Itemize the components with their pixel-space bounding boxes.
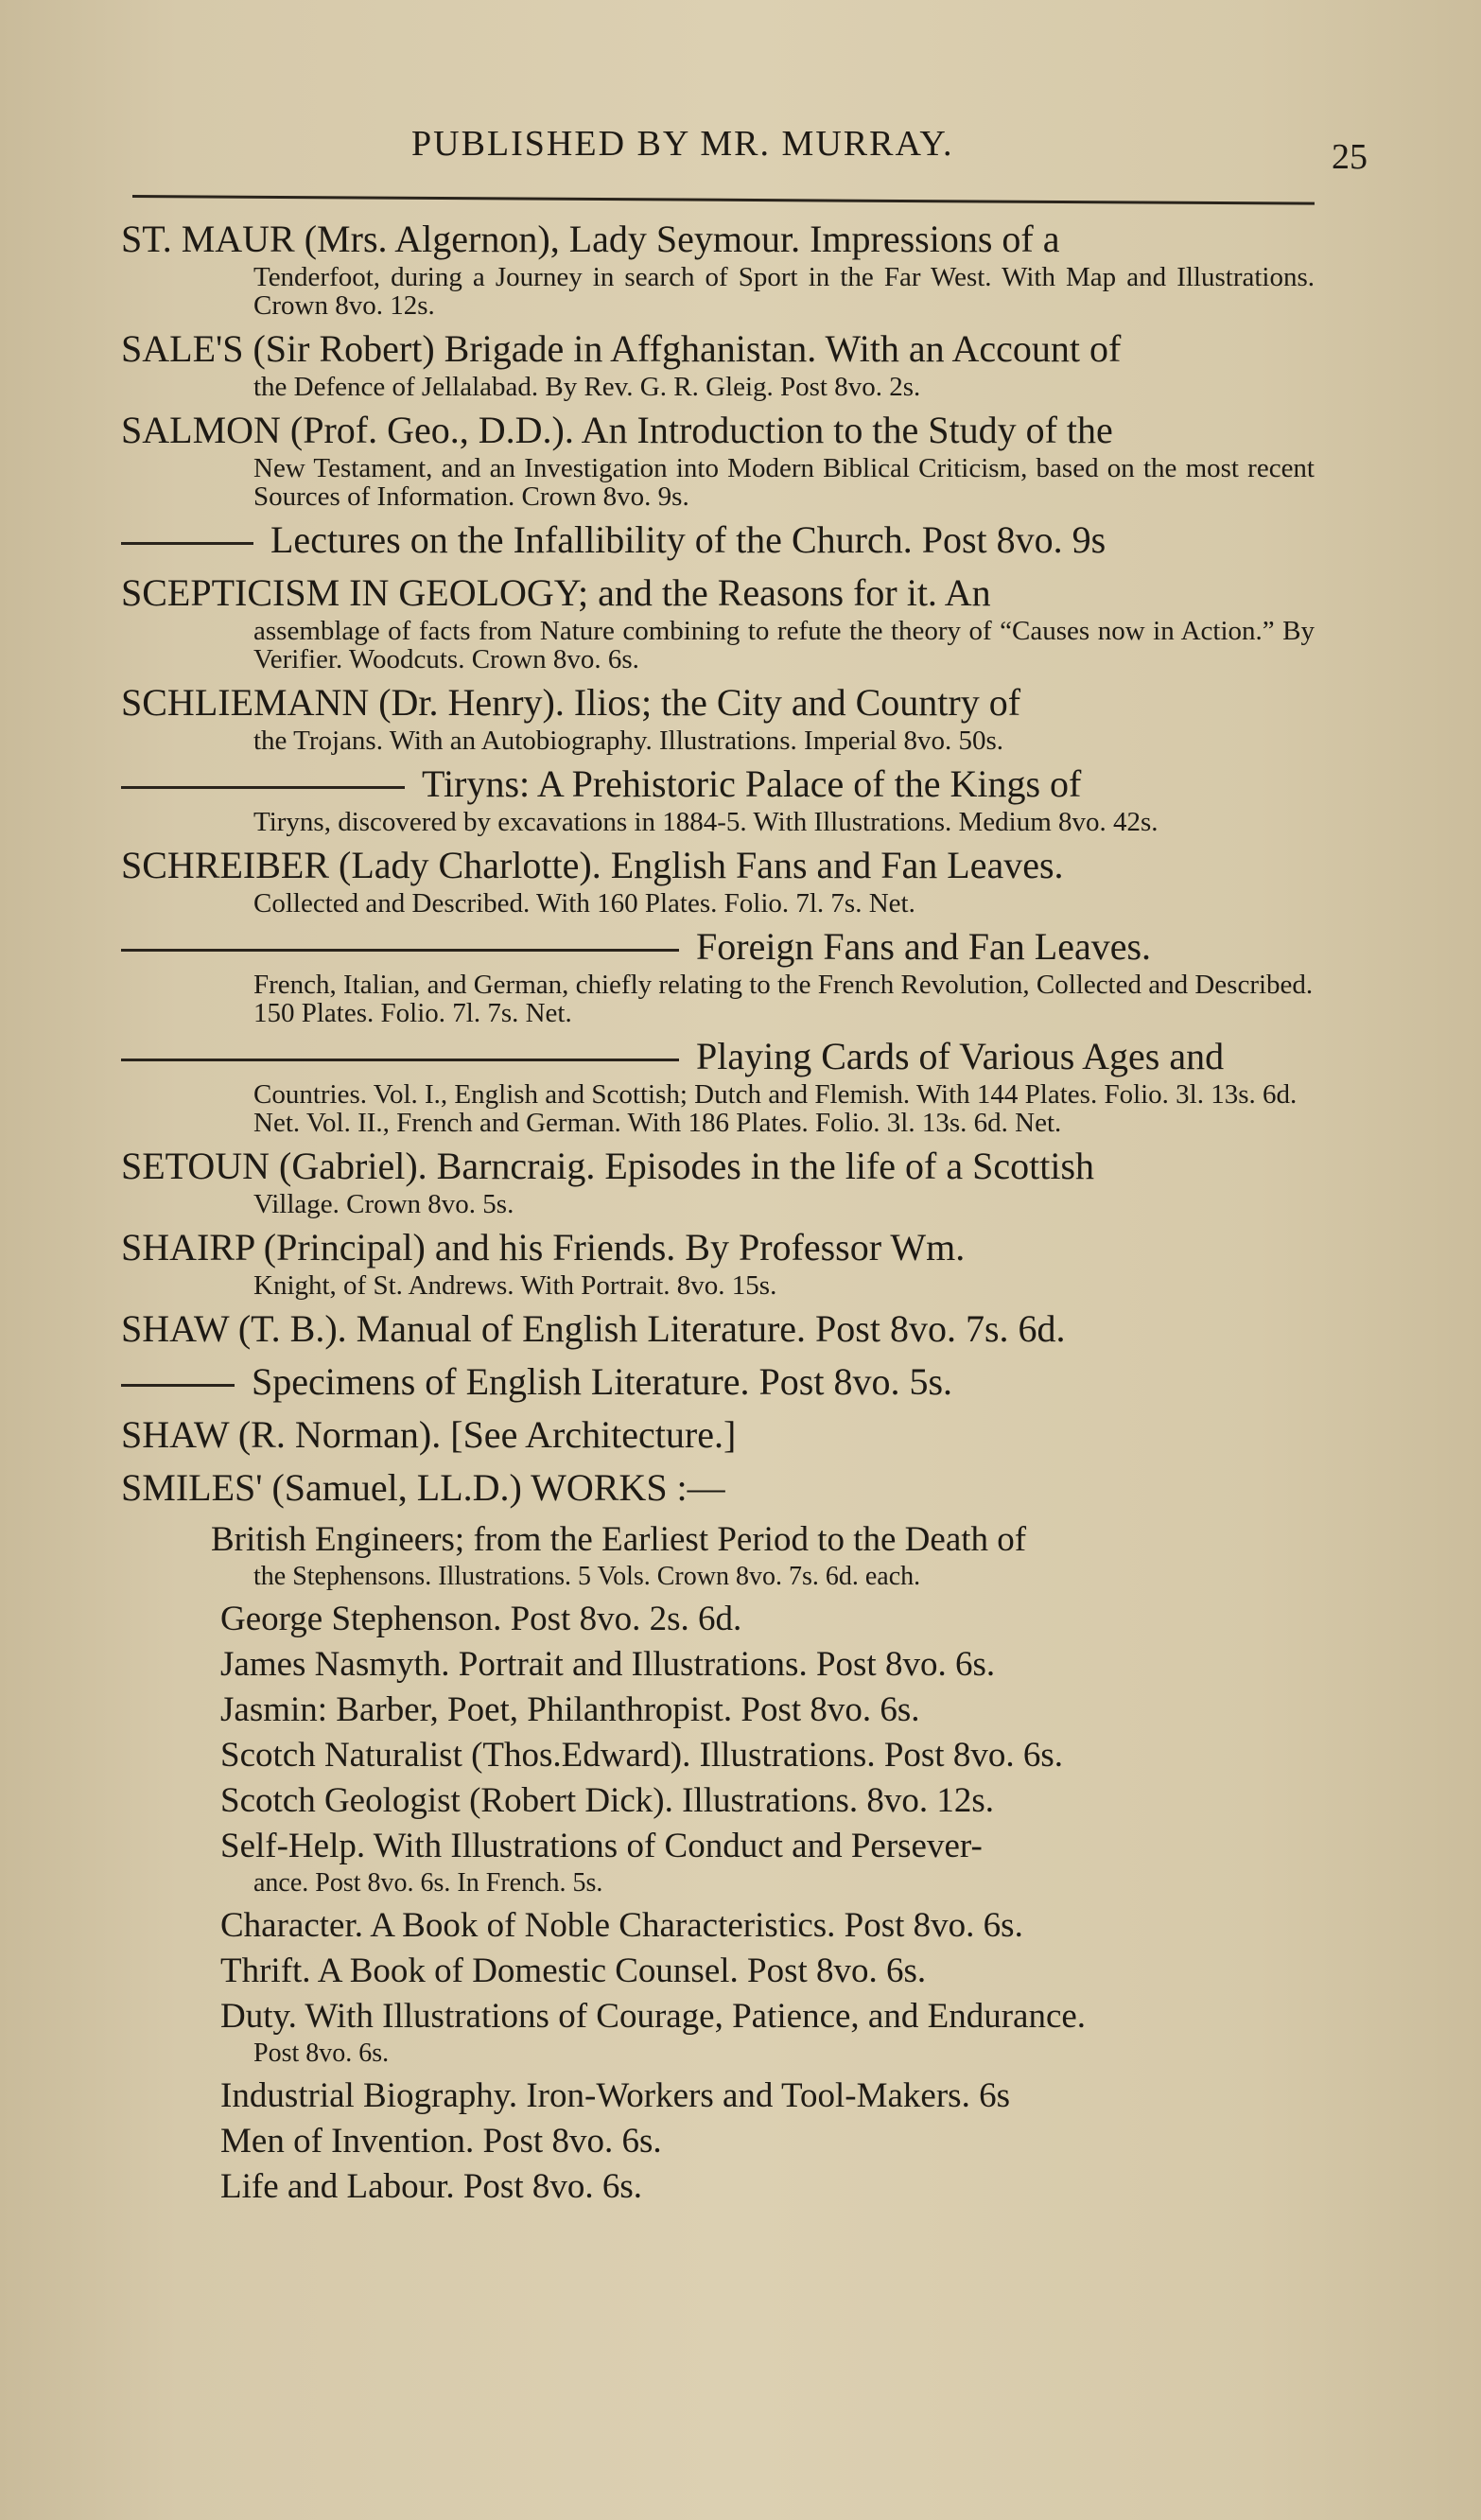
work-scotch-naturalist: Scotch Naturalist (Thos.Edward). Illustrations. Post 8vo. 6s. [220, 1736, 1063, 1775]
entry-schliemann [121, 679, 1315, 755]
work-industrial-biography: Industrial Biography. Iron-Workers and Tool-Makers. 6s [220, 2076, 1010, 2115]
work-title: Self-Help. With Illustrations of Conduct and Persever- [220, 1827, 983, 1865]
entry-description: New Testament, and an Investigation into Modern Biblical Criticism, based on the most recent Sources of Information. Crown 8vo. 9s. [253, 453, 1315, 512]
entry-description: Tenderfoot, during a Journey in search of Sport in the Far West. With Map and Illustrations. Crown 8vo. 12s. [253, 262, 1315, 321]
smiles-works-list [121, 1517, 1315, 2210]
entry-description: French, Italian, and German, chiefly relating to the French Revolution, Collected and Described. 150 Plates. Folio. 7l. 7s. Net. [253, 970, 1314, 1028]
work-men-of-invention: Men of Invention. Post 8vo. 6s. [220, 2122, 662, 2161]
work-title: British Engineers; from the Earliest Period to the Death of [211, 1520, 1027, 1559]
entry-description: Collected and Described. With 160 Plates. Folio. 7l. 7s. Net. [253, 888, 915, 919]
work-life-and-labour: Life and Labour. Post 8vo. 6s. [220, 2167, 643, 2206]
work-british-engineers [211, 1517, 1315, 1591]
entry-heading: SCEPTICISM IN GEOLOGY; and the Reasons for it. An [121, 571, 991, 614]
entry-heading-text: Foreign Fans and Fan Leaves. [696, 925, 1152, 968]
entry-heading: SHAW (T. B.). Manual of English Literature. Post 8vo. 7s. 6d. [121, 1307, 1066, 1350]
entry-smiles [121, 1464, 1315, 1512]
entry-schreiber-playing-cards [121, 1033, 1315, 1137]
entry-heading: SMILES' (Samuel, LL.D.) WORKS :— [121, 1466, 725, 1509]
catalogue-list [121, 216, 1315, 2210]
entry-description: Knight, of St. Andrews. With Portrait. 8vo. 15s. [253, 1270, 777, 1301]
running-head: PUBLISHED BY MR. MURRAY. [411, 124, 954, 164]
entry-heading-text: Tiryns: A Prehistoric Palace of the Kings of [422, 762, 1082, 805]
work-description: ance. Post 8vo. 6s. In French. 5s. [253, 1868, 603, 1898]
entry-shaw-norman [121, 1411, 1315, 1459]
work-james-nasmyth: James Nasmyth. Portrait and Illustrations. Post 8vo. 6s. [220, 1645, 996, 1684]
entry-heading: SHAW (R. Norman). [See Architecture.] [121, 1413, 737, 1456]
entry-shaw-specimens [121, 1358, 1315, 1406]
ditto-dash [121, 1384, 235, 1387]
entry-description: the Trojans. With an Autobiography. Illustrations. Imperial 8vo. 50s. [253, 726, 1004, 756]
entry-sale [121, 325, 1315, 401]
entry-schreiber [121, 842, 1315, 918]
work-duty [211, 1994, 1315, 2068]
entry-heading-text: Lectures on the Infallibility of the Church. Post 8vo. 9s [270, 518, 1106, 561]
work-title: Duty. With Illustrations of Courage, Patience, and Endurance. [220, 1997, 1087, 2036]
entry-description: Tiryns, discovered by excavations in 1884-5. With Illustrations. Medium 8vo. 42s. [253, 807, 1159, 837]
work-description: the Stephensons. Illustrations. 5 Vols. Crown 8vo. 7s. 6d. each. [253, 1562, 921, 1591]
entry-shaw-tb [121, 1305, 1315, 1353]
entry-heading: SALMON (Prof. Geo., D.D.). An Introduction to the Study of the [121, 409, 1113, 451]
work-self-help [211, 1824, 1315, 1898]
work-george-stephenson: George Stephenson. Post 8vo. 2s. 6d. [220, 1600, 742, 1638]
entry-shairp [121, 1224, 1315, 1300]
header-rule [132, 195, 1315, 205]
entry-setoun [121, 1143, 1315, 1218]
entry-heading: SHAIRP (Principal) and his Friends. By Professor Wm. [121, 1226, 966, 1269]
entry-schliemann-tiryns [121, 761, 1315, 836]
entry-heading: SCHREIBER (Lady Charlotte). English Fans and Fan Leaves. [121, 844, 1064, 886]
entry-schreiber-foreign-fans [121, 923, 1315, 1027]
entry-salmon [121, 407, 1315, 511]
entry-salmon-lectures [121, 516, 1315, 564]
work-jasmin: Jasmin: Barber, Poet, Philanthropist. Post 8vo. 6s. [220, 1690, 920, 1729]
entry-description: assemblage of facts from Nature combining to refute the theory of “Causes now in Action.” By Verifier. Woodcuts. Crown 8vo. 6s. [253, 616, 1315, 674]
entry-heading [121, 923, 1315, 971]
entry-heading [121, 1358, 1315, 1406]
entry-heading [121, 761, 1315, 808]
ditto-dash [121, 786, 405, 789]
ditto-dash [121, 949, 679, 952]
entry-description: Village. Crown 8vo. 5s. [253, 1189, 514, 1219]
work-character: Character. A Book of Noble Characteristics. Post 8vo. 6s. [220, 1906, 1023, 1945]
work-description: Post 8vo. 6s. [253, 2039, 390, 2068]
page-header [128, 123, 1368, 180]
entry-st-maur [121, 216, 1315, 320]
entry-description: Countries. Vol. I., English and Scottish; Dutch and Flemish. With 144 Plates. Folio. 3l. 13s. 6d. Net. Vol. II., French and German. With 186 Plates. Folio. 3l. 13s. 6d. Net. [253, 1079, 1298, 1138]
ditto-dash [121, 1059, 679, 1061]
page-number: 25 [1332, 137, 1368, 177]
entry-heading-text: Playing Cards of Various Ages and [696, 1035, 1225, 1077]
entry-heading [121, 1033, 1315, 1080]
entry-scepticism [121, 569, 1315, 674]
entry-heading-text: Specimens of English Literature. Post 8vo. 5s. [252, 1360, 953, 1403]
entry-description: the Defence of Jellalabad. By Rev. G. R. Gleig. Post 8vo. 2s. [253, 372, 921, 402]
entry-heading [121, 516, 1315, 564]
entry-heading: SETOUN (Gabriel). Barncraig. Episodes in the life of a Scottish [121, 1145, 1095, 1187]
work-thrift: Thrift. A Book of Domestic Counsel. Post 8vo. 6s. [220, 1951, 927, 1990]
ditto-dash [121, 542, 253, 545]
work-scotch-geologist: Scotch Geologist (Robert Dick). Illustrations. 8vo. 12s. [220, 1781, 995, 1820]
entry-heading: ST. MAUR (Mrs. Algernon), Lady Seymour. Impressions of a [121, 218, 1060, 260]
entry-heading: SALE'S (Sir Robert) Brigade in Affghanistan. With an Account of [121, 327, 1122, 370]
entry-heading: SCHLIEMANN (Dr. Henry). Ilios; the City and Country of [121, 681, 1021, 724]
